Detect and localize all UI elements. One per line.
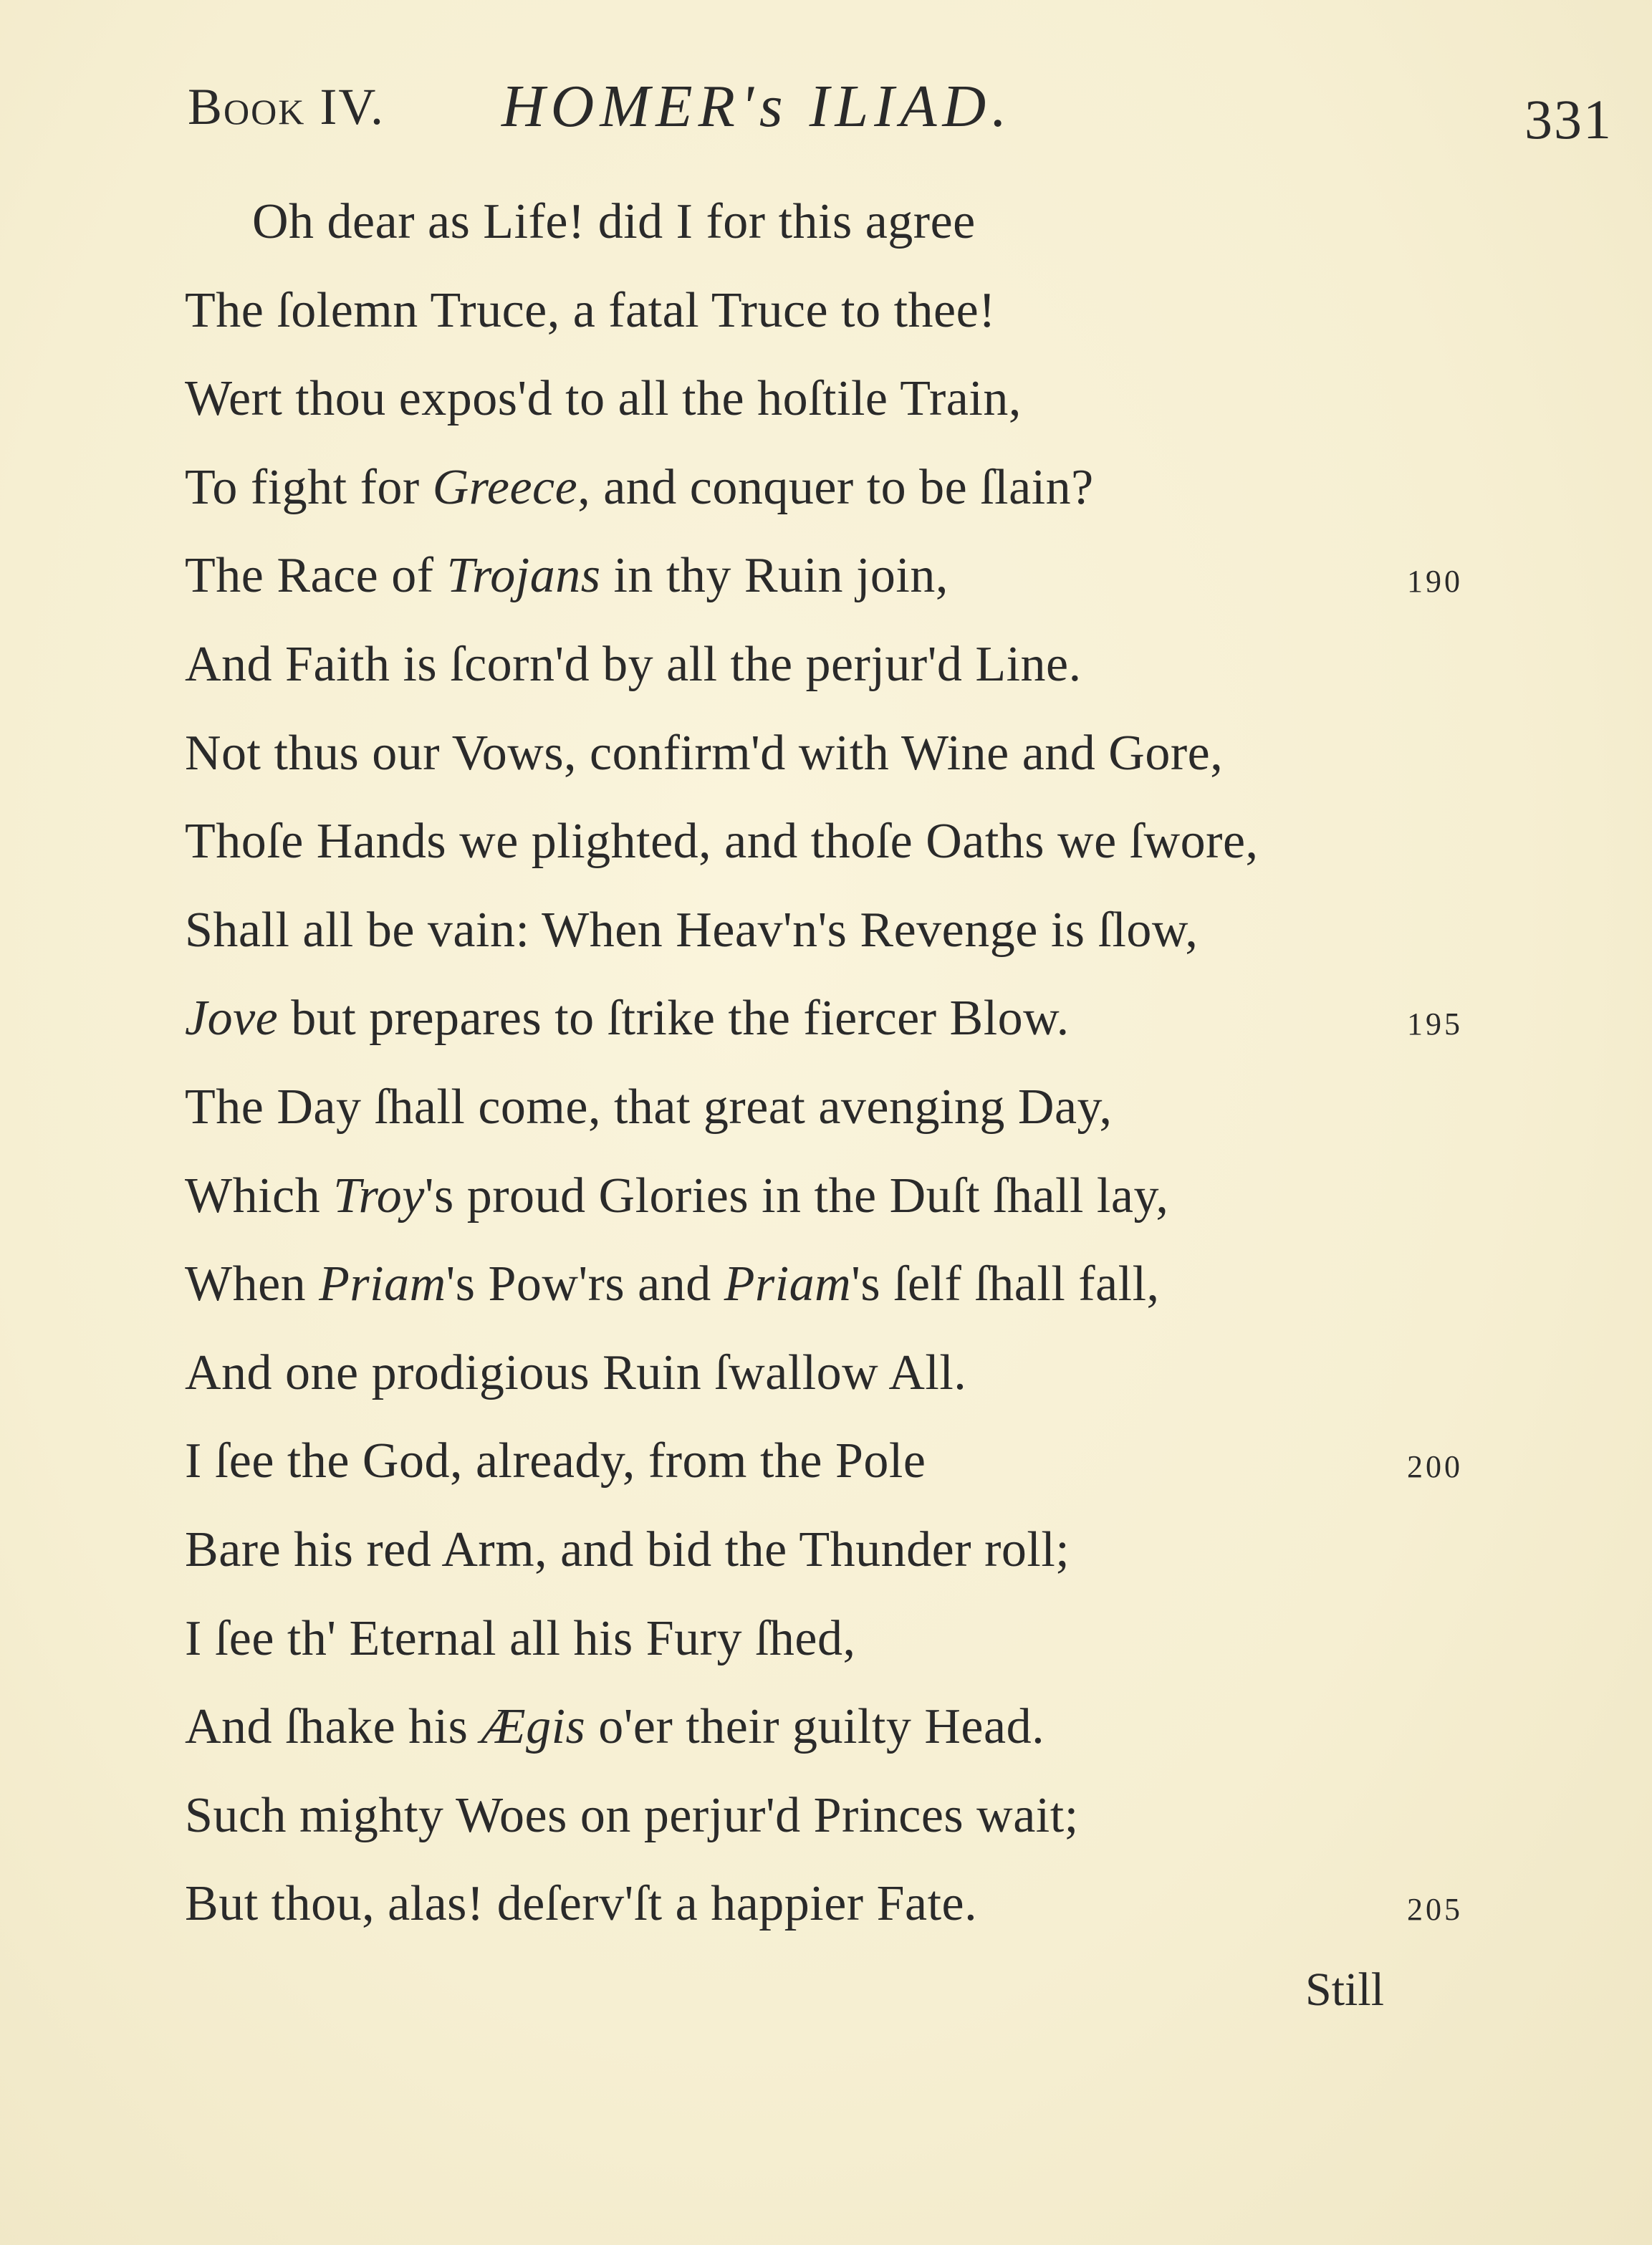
verse-text: I ſee th' Eternal all his Fury ſhed,	[185, 1610, 856, 1666]
verse-line	[185, 813, 1259, 870]
verse-line	[185, 902, 1198, 959]
italic-word: Ægis	[481, 1699, 586, 1755]
verse-line	[185, 1787, 1079, 1845]
catchword: Still	[1305, 1963, 1385, 2016]
running-head-book	[188, 77, 385, 137]
verse-text: 's proud Glories in the Duſt ſhall lay,	[424, 1168, 1169, 1224]
verse-text: Oh dear as Life! did I for this agree	[252, 194, 976, 249]
verse-line	[185, 1875, 977, 1933]
verse-text: But thou, alas! deſerv'ſt a happier Fate.	[185, 1876, 978, 1932]
verse-text: o'er their guilty Head.	[585, 1699, 1045, 1755]
italic-word: Trojans	[446, 548, 601, 604]
verse-line	[185, 1521, 1070, 1579]
verse-line	[185, 725, 1223, 782]
verse-text: Not thus our Vows, confirm'd with Wine and Gore,	[185, 725, 1224, 781]
verse-text: Which	[185, 1168, 334, 1224]
verse-line	[185, 636, 1082, 693]
italic-word: Priam	[319, 1256, 446, 1312]
running-head-title: HOMER's ILIAD.	[501, 73, 1013, 140]
verse-line	[185, 547, 949, 605]
verse-text: , and conquer to be ſlain?	[577, 459, 1094, 515]
italic-word: Greece	[432, 459, 578, 515]
verse-text: 's ſelf ſhall fall,	[851, 1256, 1160, 1312]
verse-text: 's Pow'rs and	[446, 1256, 724, 1312]
verse-line	[252, 193, 976, 251]
verse-line	[185, 1610, 855, 1668]
verse-text: And one prodigious Ruin ſwallow All.	[185, 1345, 967, 1400]
verse-text: To fight for	[185, 459, 433, 515]
verse-text: Bare his red Arm, and bid the Thunder roll;	[185, 1522, 1070, 1577]
verse-line	[185, 1168, 1168, 1225]
verse-text: When	[185, 1256, 320, 1312]
line-number: 190	[1407, 564, 1463, 600]
verse-text: Such mighty Woes on perjur'd Princes wait;	[185, 1787, 1079, 1843]
verse-line	[185, 282, 996, 340]
verse-line	[185, 1256, 1160, 1313]
verse-text: The Race of	[185, 548, 447, 604]
verse-text: And ſhake his	[185, 1699, 481, 1755]
line-number: 205	[1407, 1892, 1463, 1928]
book-number: IV.	[320, 78, 385, 135]
verse-line	[185, 1079, 1112, 1136]
verse-line	[185, 990, 1070, 1047]
verse-text: Shall all be vain: When Heav'n's Revenge is ſlow,	[185, 902, 1199, 958]
verse-text: And Faith is ſcorn'd by all the perjur'd Line.	[185, 637, 1082, 692]
page-number: 331	[1524, 88, 1613, 150]
italic-word: Jove	[185, 991, 279, 1047]
verse-text: Wert thou expos'd to all the hoſtile Train,	[185, 371, 1022, 427]
verse-line	[185, 1698, 1044, 1756]
italic-word: Troy	[333, 1168, 425, 1224]
line-number: 200	[1407, 1449, 1463, 1485]
italic-word: Priam	[724, 1256, 852, 1312]
verse-text: I ſee the God, already, from the Pole	[185, 1433, 926, 1489]
book-label: Book	[188, 78, 306, 135]
verse-line	[185, 1433, 926, 1490]
verse-text: Thoſe Hands we plighted, and thoſe Oaths we ſwore,	[185, 814, 1259, 870]
verse-line	[185, 1345, 966, 1402]
verse-text: in thy Ruin join,	[600, 548, 949, 604]
verse-line	[185, 459, 1094, 516]
verse-line	[185, 370, 1022, 428]
line-number: 195	[1407, 1006, 1463, 1042]
verse-text: but prepares to ſtrike the fiercer Blow.	[278, 991, 1070, 1047]
verse-text: The ſolemn Truce, a fatal Truce to thee!	[185, 282, 996, 338]
verse-text: The Day ſhall come, that great avenging Day,	[185, 1080, 1113, 1135]
